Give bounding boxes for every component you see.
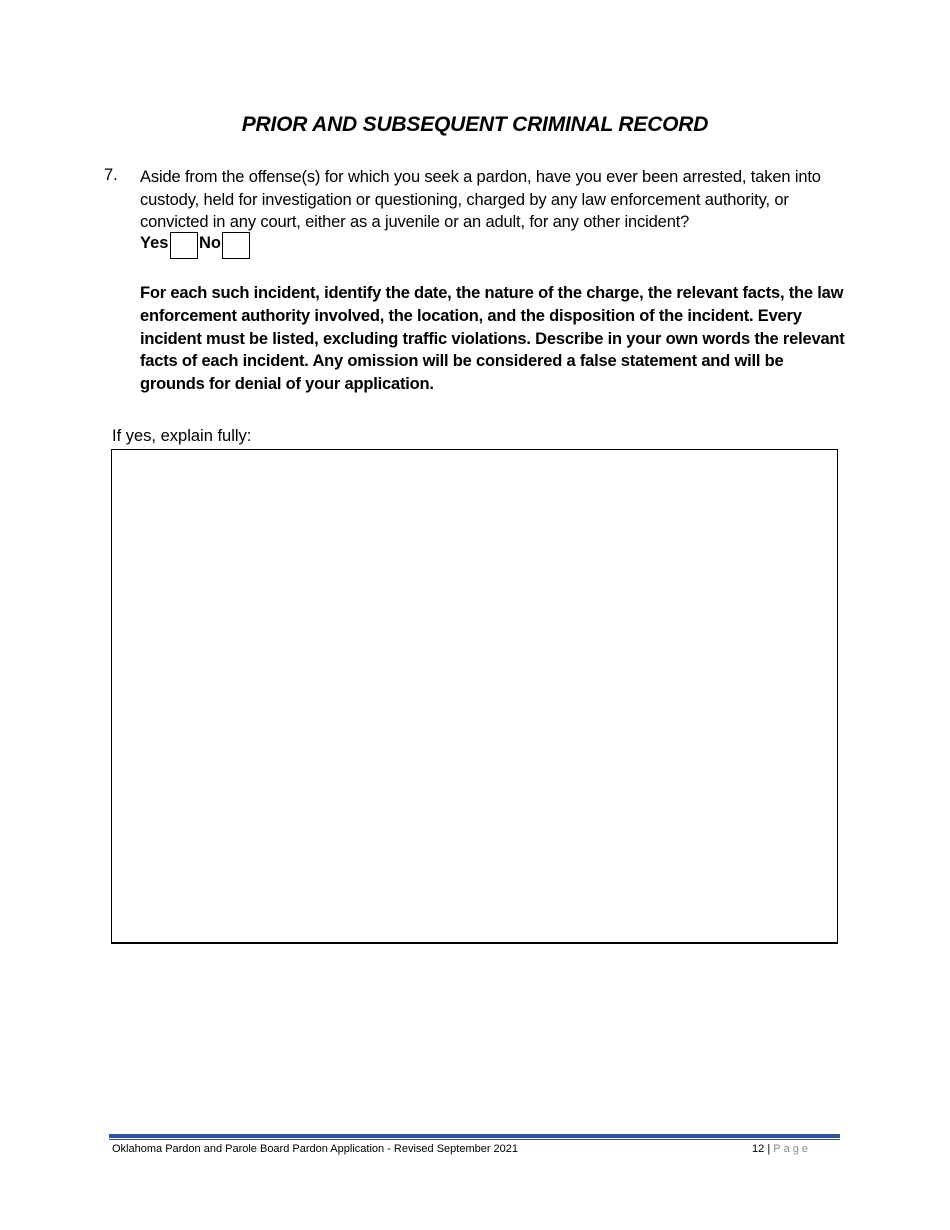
no-checkbox[interactable]	[222, 232, 250, 259]
footer-text: Oklahoma Pardon and Parole Board Pardon Application - Revised September 2021	[112, 1143, 519, 1155]
question-number: 7.	[104, 166, 118, 184]
instructions-text: For each such incident, identify the date, the nature of the charge, the relevant facts, the law enforcement authority involved, the location, and the disposition of the incident. Every incident must be listed, excluding traffic violations. Describe in your own words the relevant facts of each incident. Any omission will be considered a false statement and will be grounds for denial of your application.	[140, 284, 845, 394]
page-title: PRIOR AND SUBSEQUENT CRIMINAL RECORD	[241, 113, 709, 136]
page-word: Page	[773, 1143, 811, 1155]
yes-label: Yes	[140, 234, 169, 252]
page-separator: |	[767, 1143, 771, 1155]
yes-checkbox[interactable]	[170, 232, 198, 259]
footer-rule-thin	[109, 1139, 840, 1140]
explain-textarea[interactable]	[111, 449, 838, 944]
question-text: Aside from the offense(s) for which you seek a pardon, have you ever been arrested, taken into custody, held for investigation or questioning, charged by any law enforcement authority, or convicted in any court, either as a juvenile or an adult, for any other incident?	[140, 168, 821, 232]
page-number: 12	[752, 1143, 765, 1155]
page-number-footer	[752, 1143, 811, 1155]
footer-rule	[109, 1134, 840, 1138]
no-label: No	[199, 234, 221, 252]
explain-label: If yes, explain fully:	[112, 427, 252, 445]
